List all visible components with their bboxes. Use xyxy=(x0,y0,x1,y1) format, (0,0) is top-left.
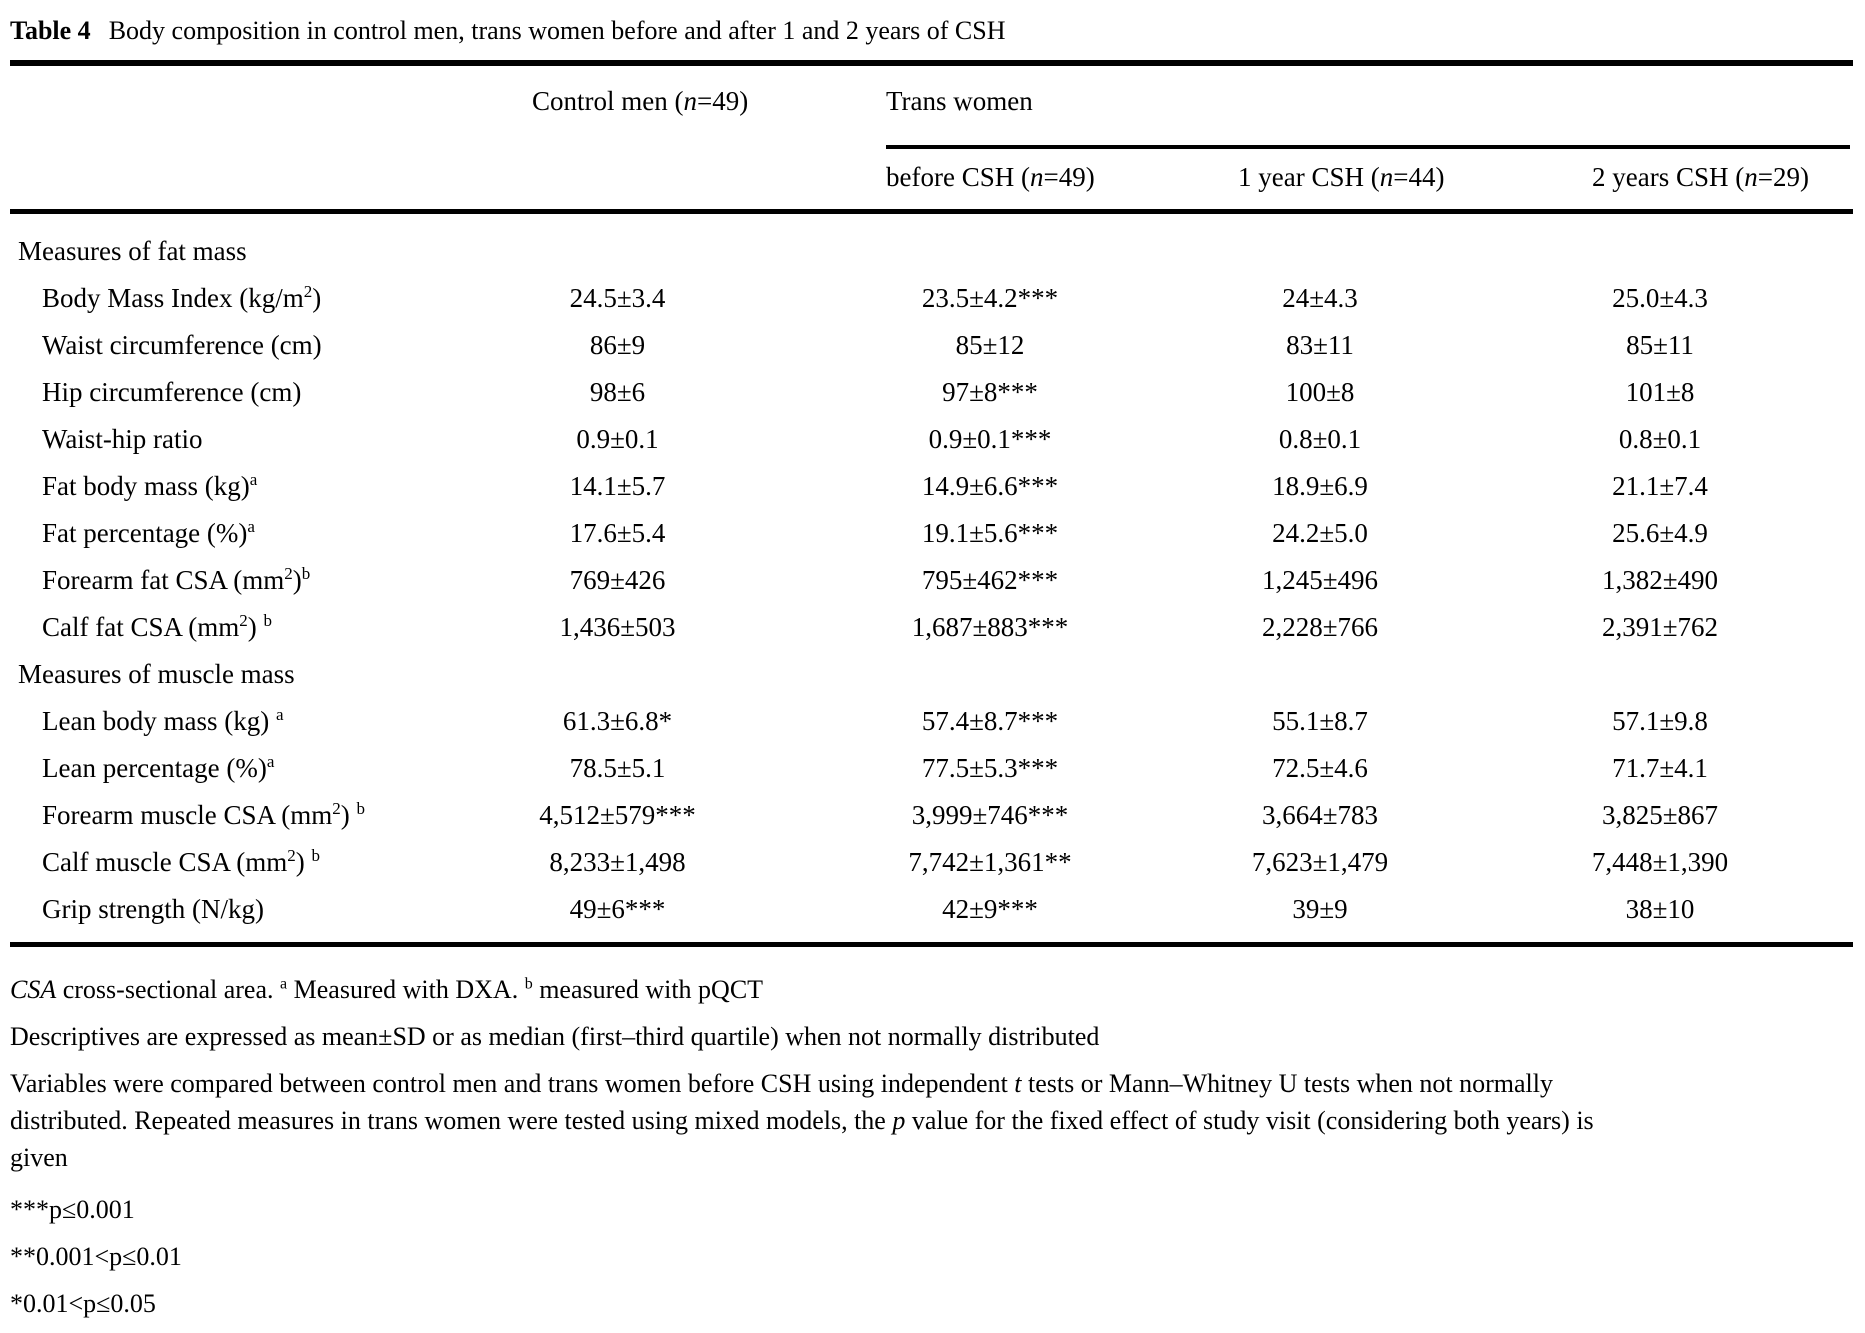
row-label xyxy=(0,698,515,745)
value-cell: 24.5±3.4 xyxy=(569,283,666,313)
value-cell: 3,825±867 xyxy=(1601,800,1719,830)
row-label xyxy=(0,416,515,463)
header-n-italic: n xyxy=(683,86,697,116)
table-row xyxy=(0,510,1865,557)
table-row xyxy=(0,745,1865,792)
table-row xyxy=(0,792,1865,839)
header-n-italic: n xyxy=(1029,162,1044,192)
row-label-text: Grip strength (N/kg) xyxy=(42,894,264,924)
row-label xyxy=(0,557,515,604)
row-label-text: Lean percentage (%) xyxy=(42,753,267,783)
row-label xyxy=(0,792,515,839)
table-row xyxy=(0,886,1865,933)
footnote-methods-line3: given xyxy=(10,1143,68,1172)
value-cell: 101±8 xyxy=(1625,377,1695,407)
row-label-text: Forearm fat CSA (mm xyxy=(42,565,285,595)
row-label-text: ) xyxy=(312,283,322,313)
value-cell: 14.1±5.7 xyxy=(569,471,666,501)
row-label-superscript: 2 xyxy=(239,611,248,630)
value-cell: 795±462*** xyxy=(921,565,1059,595)
row-label xyxy=(0,839,515,886)
table-row xyxy=(0,416,1865,463)
row-label-text: Hip circumference (cm) xyxy=(42,377,302,407)
value-cell: 61.3±6.8* xyxy=(562,706,673,736)
row-label xyxy=(0,369,515,416)
trans-women-underline xyxy=(886,145,1850,149)
value-cell: 57.1±9.8 xyxy=(1612,706,1708,736)
table-caption xyxy=(0,0,1865,60)
value-cell: 0.9±0.1 xyxy=(576,424,659,454)
row-label-superscript: 2 xyxy=(303,282,313,301)
table-row xyxy=(0,557,1865,604)
column-header-before-csh xyxy=(886,162,1095,193)
footnotes xyxy=(0,947,1865,1327)
value-cell: 38±10 xyxy=(1625,894,1695,924)
value-cell: 2,228±766 xyxy=(1261,612,1379,642)
row-label xyxy=(0,510,515,557)
value-cell: 1,687±883*** xyxy=(911,612,1069,642)
row-label xyxy=(0,886,515,933)
value-cell: 97±8*** xyxy=(942,377,1038,407)
header-text: =49) xyxy=(1043,162,1095,192)
t-italic: t xyxy=(1014,1069,1022,1098)
table-row xyxy=(0,322,1865,369)
value-cell: 769±426 xyxy=(569,565,666,595)
header-text: =29) xyxy=(1757,162,1809,192)
footnote-text: distributed. Repeated measures in trans women were tested using mixed models, the xyxy=(10,1106,893,1135)
header-text: 2 years CSH ( xyxy=(1592,162,1745,192)
value-cell: 14.9±6.6*** xyxy=(921,471,1059,501)
value-cell: 19.1±5.6*** xyxy=(921,518,1059,548)
row-label-text: Calf fat CSA (mm xyxy=(42,612,240,642)
value-cell: 0.8±0.1 xyxy=(1618,424,1702,454)
table-row xyxy=(0,275,1865,322)
row-label-footnote-mark: b xyxy=(263,611,272,630)
footnote-descriptives: Descriptives are expressed as mean±SD or as median (first–third quartile) when not normally distributed xyxy=(10,1022,1100,1051)
row-label xyxy=(0,322,515,369)
value-cell: 18.9±6.9 xyxy=(1272,471,1368,501)
column-group-trans-women: Trans women xyxy=(886,86,1033,116)
value-cell: 2,391±762 xyxy=(1601,612,1719,642)
row-label-text: ) xyxy=(292,565,302,595)
footnote-methods xyxy=(10,1065,1847,1176)
row-label-footnote-mark: b xyxy=(356,799,365,818)
row-label-text: ) xyxy=(340,800,357,830)
row-label-text: ) xyxy=(247,612,264,642)
table-row xyxy=(0,839,1865,886)
value-cell: 55.1±8.7 xyxy=(1272,706,1368,736)
table-title: Body composition in control men, trans women before and after 1 and 2 years of CSH xyxy=(108,16,1006,45)
footnote-text: Measured with DXA. xyxy=(287,975,525,1004)
value-cell: 57.4±8.7*** xyxy=(921,706,1059,736)
header-text: =49) xyxy=(696,86,749,116)
value-cell: 83±11 xyxy=(1286,330,1354,360)
header-text: Control men ( xyxy=(532,86,684,116)
value-cell: 98±6 xyxy=(589,377,646,407)
significance-item: ***p≤0.001 xyxy=(10,1195,135,1224)
value-cell: 23.5±4.2*** xyxy=(921,283,1059,313)
significance-item: *0.01<p≤0.05 xyxy=(10,1289,156,1318)
row-label-text: Waist-hip ratio xyxy=(42,424,203,454)
table-header xyxy=(0,66,1865,209)
footnote-mark-a: a xyxy=(280,975,288,993)
value-cell: 1,245±496 xyxy=(1261,565,1379,595)
value-cell: 86±9 xyxy=(589,330,646,360)
value-cell: 0.9±0.1*** xyxy=(928,424,1052,454)
value-cell: 8,233±1,498 xyxy=(549,847,686,877)
footnote-text: Variables were compared between control men and trans women before CSH using independent xyxy=(10,1069,1015,1098)
value-cell: 85±12 xyxy=(955,330,1025,360)
value-cell: 3,999±746*** xyxy=(911,800,1069,830)
value-cell: 78.5±5.1 xyxy=(569,753,666,783)
value-cell: 4,512±579*** xyxy=(539,800,696,830)
table-body xyxy=(0,214,1865,942)
footnote-text: tests or Mann–Whitney U tests when not normally xyxy=(1021,1069,1554,1098)
row-label xyxy=(0,463,515,510)
value-cell: 25.6±4.9 xyxy=(1612,518,1708,548)
section-label: Measures of fat mass xyxy=(18,236,247,266)
header-text: 1 year CSH ( xyxy=(1238,162,1380,192)
row-label-footnote-mark: a xyxy=(249,470,258,489)
row-label-footnote-mark: b xyxy=(301,564,311,583)
value-cell: 42±9*** xyxy=(942,894,1038,924)
column-header-2-years-csh xyxy=(1592,162,1809,193)
footnote-text: value for the fixed effect of study visit (considering both years) is xyxy=(905,1106,1594,1135)
value-cell: 1,382±490 xyxy=(1601,565,1719,595)
value-cell: 85±11 xyxy=(1626,330,1694,360)
footnote-methods-line2 xyxy=(10,1102,1847,1139)
row-label xyxy=(0,745,515,792)
row-label-text: Calf muscle CSA (mm xyxy=(42,847,288,877)
value-cell: 0.8±0.1 xyxy=(1278,424,1362,454)
row-label-footnote-mark: b xyxy=(311,846,320,865)
significance-item: **0.001<p≤0.01 xyxy=(10,1242,182,1271)
section-row xyxy=(0,651,1865,698)
value-cell: 7,623±1,479 xyxy=(1251,847,1389,877)
csa-abbreviation: CSA xyxy=(10,975,57,1004)
row-label-text: Fat percentage (%) xyxy=(42,518,248,548)
p-italic: p xyxy=(892,1106,906,1135)
row-label-text: Lean body mass (kg) xyxy=(42,706,276,736)
row-label-superscript: 2 xyxy=(332,799,341,818)
significance-legend xyxy=(10,1186,1847,1327)
table-row xyxy=(0,369,1865,416)
row-label-superscript: 2 xyxy=(287,846,296,865)
header-text: =44) xyxy=(1393,162,1445,192)
value-cell: 7,448±1,390 xyxy=(1591,847,1729,877)
row-label-text: ) xyxy=(295,847,312,877)
row-label xyxy=(0,275,515,322)
table-row xyxy=(0,463,1865,510)
value-cell: 71.7±4.1 xyxy=(1612,753,1708,783)
header-n-italic: n xyxy=(1379,162,1394,192)
row-label-footnote-mark: a xyxy=(266,752,275,771)
footnote-methods-line1 xyxy=(10,1065,1847,1102)
value-cell: 21.1±7.4 xyxy=(1612,471,1708,501)
row-label-footnote-mark: a xyxy=(275,705,284,724)
footnote-text: cross-sectional area. xyxy=(56,975,281,1004)
row-label-superscript: 2 xyxy=(284,564,293,583)
value-cell: 39±9 xyxy=(1292,894,1348,924)
value-cell: 17.6±5.4 xyxy=(569,518,666,548)
value-cell: 3,664±783 xyxy=(1261,800,1379,830)
row-label xyxy=(0,604,515,651)
header-text: before CSH ( xyxy=(886,162,1030,192)
row-label-text: Body Mass Index (kg/m xyxy=(42,283,304,313)
value-cell: 100±8 xyxy=(1285,377,1355,407)
row-label-text: Forearm muscle CSA (mm xyxy=(42,800,333,830)
value-cell: 1,436±503 xyxy=(559,612,676,642)
footnote-mark-b: b xyxy=(524,975,533,993)
value-cell: 77.5±5.3*** xyxy=(921,753,1059,783)
section-label: Measures of muscle mass xyxy=(18,659,295,689)
value-cell: 72.5±4.6 xyxy=(1272,753,1368,783)
value-cell: 49±6*** xyxy=(569,894,666,924)
table-number: Table 4 xyxy=(10,16,91,45)
table-row xyxy=(0,604,1865,651)
value-cell: 24.2±5.0 xyxy=(1272,518,1368,548)
row-label-text: Waist circumference (cm) xyxy=(42,330,322,360)
table-row xyxy=(0,698,1865,745)
value-cell: 25.0±4.3 xyxy=(1612,283,1708,313)
column-header-control-men xyxy=(532,86,748,117)
column-header-1-year-csh xyxy=(1238,162,1444,193)
footnote-text: measured with pQCT xyxy=(532,975,764,1004)
row-label-footnote-mark: a xyxy=(247,517,255,536)
value-cell: 24±4.3 xyxy=(1282,283,1358,313)
footnote-abbreviations xyxy=(10,971,1847,1008)
section-row xyxy=(0,228,1865,275)
row-label-text: Fat body mass (kg) xyxy=(42,471,250,501)
value-cell: 7,742±1,361** xyxy=(908,847,1072,877)
header-n-italic: n xyxy=(1744,162,1758,192)
